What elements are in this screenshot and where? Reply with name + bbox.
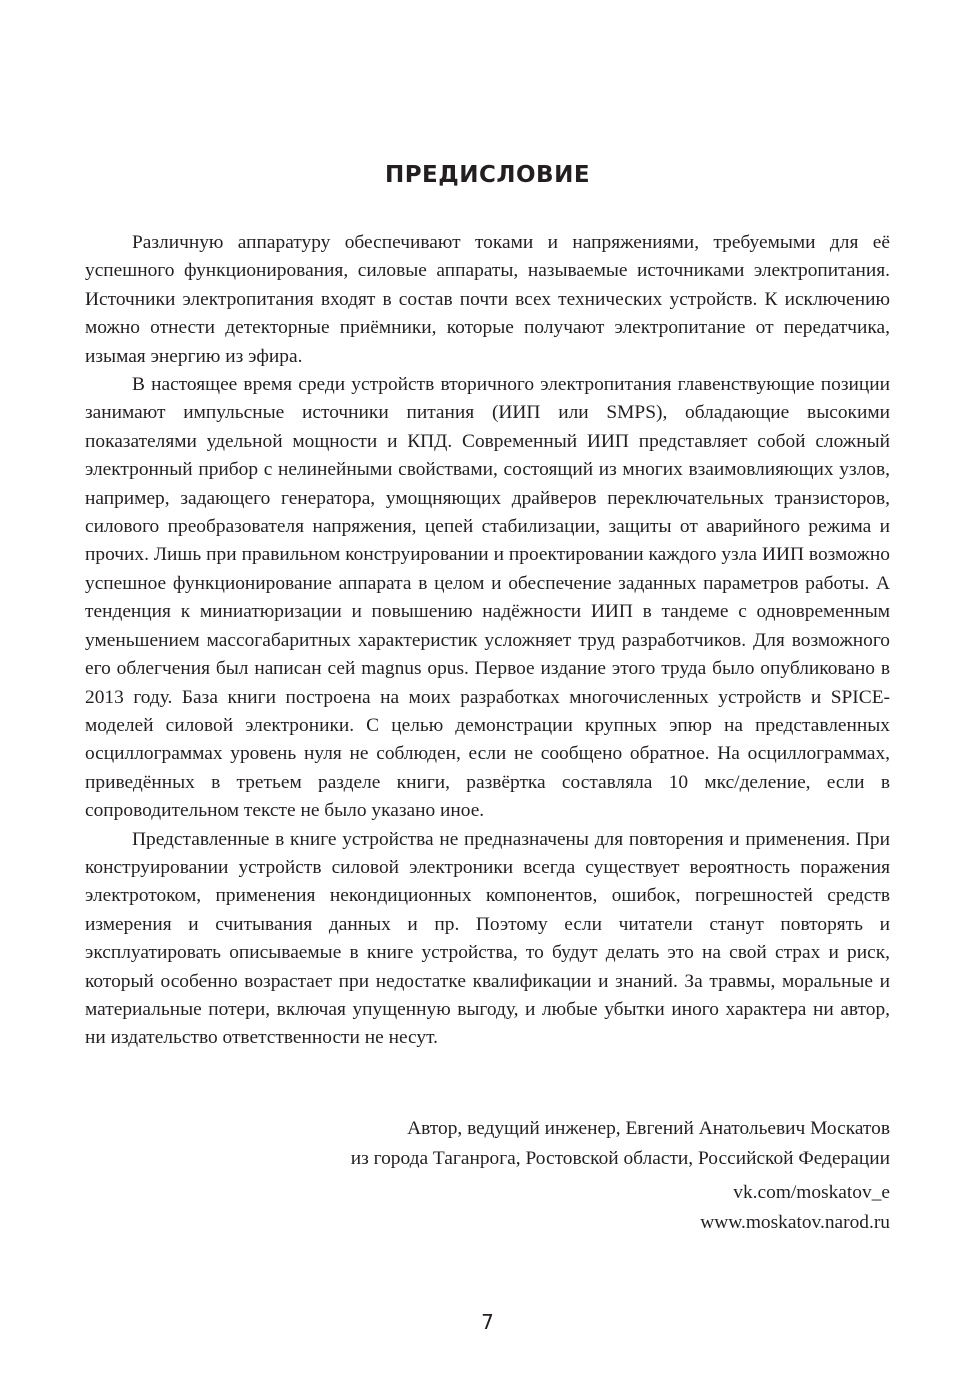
paragraph-1: Различную аппаратуру обеспечивают токами и напряжениями, требуемыми для её успешного функционирования, силовые аппараты, называемые источниками электропитания. Источники электропитания входят в состав почти всех технических устройств. К исключению можно отнести детекторные приёмники, которые получают электропитание от передатчика, изымая энергию из эфира. [85, 232, 890, 367]
vk-link: vk.com/moskatov_e [733, 1182, 890, 1203]
author-signature [85, 1114, 890, 1174]
author-links [700, 1178, 890, 1238]
site-link: www.moskatov.narod.ru [700, 1212, 890, 1233]
preface-body [85, 229, 890, 1053]
page-title: ПРЕДИСЛОВИЕ [384, 162, 591, 188]
author-line: Автор, ведущий инженер, Евгений Анатольевич Москатов [407, 1118, 890, 1139]
author-location: из города Таганрога, Ростовской области, Российской Федерации [350, 1148, 890, 1169]
paragraph-3: Представленные в книге устройства не предназначены для повторения и применения. При конструировании устройств силовой электроники всегда существует вероятность поражения электротоком, применения некондиционных компонентов, ошибок, погрешностей средств измерения и считывания данных и пр. Поэтому если читатели станут повторять и эксплуатировать описываемые в книге устройства, то будут делать это на свой страх и риск, который особенно возрастает при недостатке квалификации и знаний. За травмы, моральные и материальные потери, включая упущенную выгоду, и любые убытки иного характера ни автор, ни издательство ответственности не несут. [85, 828, 890, 1049]
paragraph-2: В настоящее время среди устройств вторичного электропитания главенствующие позиции занимают импульсные источники питания (ИИП или SMPS), обладающие высокими показателями удельной мощности и КПД. Современный ИИП представляет собой сложный электронный прибор с нелинейными свойствами, состоящий из многих взаимовлияющих узлов, например, задающего генератора, умощняющих драйверов переключательных транзисторов, силового преобразователя напряжения, цепей стабилизации, защиты от аварийного режима и прочих. Лишь при правильном конструировании и проектировании каждого узла ИИП возможно успешное функционирование аппарата в целом и обеспечение заданных параметров работы. А тенденция к миниатюризации и повышению надёжности ИИП в тандеме с одновременным уменьшением массогабаритных характеристик усложняет труд разработчиков. Для возможного его облегчения был написан сей magnus opus. Первое издание этого труда было опубликовано в 2013 году. База книги построена на моих разработках многочисленных устройств и SPICE-моделей силовой электроники. С целью демонстрации крупных эпюр на представленных осциллограммах уровень нуля не соблюден, если не сообщено обратное. На осциллограммах, приведённых в третьем разделе книги, развёртка составляла 10 мкс/деление, если в сопроводительном тексте не было указано иное. [85, 374, 890, 822]
page-number: 7 [481, 1310, 494, 1334]
